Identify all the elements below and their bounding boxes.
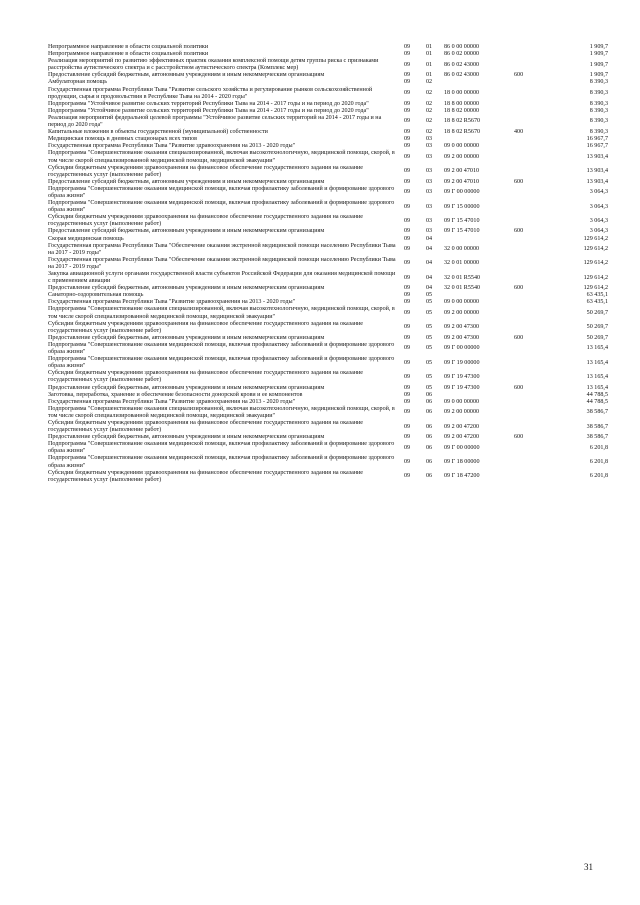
target-article-code: 09 2 00 47200 — [444, 434, 480, 441]
section-code: 09 — [404, 359, 411, 366]
amount: 38 586,7 — [586, 434, 608, 441]
section-code: 09 — [404, 299, 411, 306]
table-row — [48, 406, 608, 420]
amount: 13 903,4 — [586, 178, 608, 185]
amount: 8 390,3 — [589, 129, 608, 136]
amount: 38 586,7 — [586, 409, 608, 416]
table-row — [48, 236, 608, 243]
section-code: 09 — [404, 324, 411, 331]
expense-type-code — [512, 243, 542, 257]
expense-name: Государственная программа Республики Тыва "Развитие здравоохранения на 2013 - 2020 годы" — [48, 143, 296, 150]
expense-type-code — [512, 150, 542, 164]
target-article-code: 09 0 00 00000 — [444, 143, 480, 150]
amount: 1 909,7 — [589, 44, 608, 50]
subsection-code: 04 — [426, 246, 433, 253]
amount: 129 614,2 — [583, 274, 608, 281]
target-article-code: 09 2 00 00000 — [444, 153, 480, 160]
target-article-code: 09 Г 15 00000 — [444, 203, 480, 210]
section-code: 09 — [404, 292, 411, 299]
expense-name: Подпрограмма "Совершенствование оказания медицинской помощи, включая профилактику заболеваний и формирование здорового образа жизни" — [48, 455, 395, 469]
amount: 63 435,1 — [586, 292, 608, 299]
target-article-code: 18 8 00 00000 — [444, 100, 480, 107]
amount: 129 614,2 — [583, 260, 608, 267]
subsection-code: 03 — [426, 168, 433, 175]
amount: 129 614,2 — [583, 235, 608, 242]
expense-type-code — [512, 455, 542, 469]
subsection-code: 06 — [426, 473, 433, 480]
target-article-code: 09 Г 00 00000 — [444, 345, 480, 352]
expense-name: Заготовка, переработка, хранение и обеспечение безопасности донорской крови и ее компонентов — [48, 391, 303, 398]
expense-name: Подпрограмма "Устойчивое развитие сельских территорий Республики Тыва на 2014 - 2017 годы и на период до 2020 года" — [48, 107, 369, 114]
table-row — [48, 271, 608, 285]
section-code: 09 — [404, 274, 411, 281]
expense-type-code: 600 — [514, 72, 524, 79]
amount: 3 064,3 — [589, 203, 608, 210]
target-article-code — [442, 292, 512, 299]
target-article-code: 86 0 02 43000 — [444, 61, 480, 68]
table-row — [48, 108, 608, 115]
expense-type-code — [512, 321, 542, 335]
section-code: 09 — [404, 391, 411, 398]
target-article-code: 09 Г 19 47300 — [444, 373, 480, 380]
target-article-code: 09 Г 15 47010 — [444, 217, 480, 224]
target-article-code: 18 0 00 00000 — [444, 90, 480, 97]
subsection-code: 05 — [426, 310, 433, 317]
expense-type-code — [512, 165, 542, 179]
target-article-code: 18 8 02 R5670 — [444, 118, 481, 125]
target-article-code: 09 0 00 00000 — [444, 299, 480, 306]
expense-type-code — [512, 214, 542, 228]
target-article-code: 09 2 00 47200 — [444, 423, 480, 430]
section-code: 09 — [404, 100, 411, 107]
target-article-code: 09 Г 19 00000 — [444, 359, 480, 366]
amount: 38 586,7 — [586, 423, 608, 430]
section-code: 09 — [404, 107, 411, 114]
amount: 6 201,8 — [589, 444, 608, 451]
expense-type-code — [512, 136, 542, 143]
subsection-code: 02 — [426, 118, 433, 125]
expense-type-code — [512, 87, 542, 101]
expense-name: Предоставление субсидий бюджетным, автономным учреждениям и иным некоммерческим организациям — [48, 72, 325, 79]
section-code: 09 — [404, 235, 411, 242]
target-article-code — [442, 392, 512, 399]
expense-name: Субсидии бюджетным учреждениям здравоохранения на финансовое обеспечение государственного задания на оказание государственных услуг (выполнение работ) — [48, 370, 364, 384]
amount: 3 064,3 — [589, 217, 608, 224]
expense-type-code — [512, 186, 542, 200]
expense-name: Субсидии бюджетным учреждениям здравоохранения на финансовое обеспечение государственного задания на оказание государственных услуг (выполнение работ) — [48, 419, 364, 434]
target-article-code: 09 Г 00 00000 — [444, 189, 480, 196]
expense-name: Закупка авиационной услуги органами государственной власти субъектов Российской Федерации для оказания медицинской помощи с применением авиации — [48, 271, 396, 285]
target-article-code: 32 0 01 00000 — [444, 260, 480, 267]
amount: 8 390,3 — [589, 90, 608, 97]
subsection-code: 02 — [426, 90, 433, 97]
subsection-code: 04 — [426, 235, 433, 242]
subsection-code: 02 — [426, 129, 433, 136]
target-article-code: 32 0 00 00000 — [444, 246, 480, 253]
table-row — [48, 306, 608, 320]
amount: 13 903,4 — [586, 153, 608, 160]
subsection-code: 01 — [426, 44, 433, 50]
target-article-code: 09 2 00 47010 — [444, 168, 480, 175]
subsection-code: 05 — [426, 299, 433, 306]
expense-type-code — [512, 342, 542, 356]
expense-name: Подпрограмма "Совершенствование оказания медицинской помощи, включая профилактику заболеваний и формирование здорового образа жизни" — [48, 200, 395, 214]
expense-name: Непрограммное направление в области социальной политики — [48, 44, 209, 50]
expense-name: Реализация мероприятий федеральной целевой программы "Устойчивое развитие сельских территорий на 2014 - 2017 годы и на период до 2020 года" — [48, 114, 382, 129]
table-row — [48, 214, 608, 228]
section-code: 09 — [404, 285, 411, 292]
expense-name: Субсидии бюджетным учреждениям здравоохранения на финансовое обеспечение государственного задания на оказание государственных услуг (выполнение работ) — [48, 164, 364, 178]
section-code: 09 — [404, 458, 411, 465]
amount: 8 390,3 — [589, 79, 608, 86]
expense-type-code — [512, 143, 542, 150]
expense-type-code — [512, 399, 542, 406]
section-code: 09 — [404, 129, 411, 136]
amount: 16 967,7 — [586, 136, 608, 143]
expense-name: Подпрограмма "Совершенствование оказания медицинской помощи, включая профилактику заболеваний и формирование здорового образа жизни" — [48, 441, 395, 455]
expense-type-code: 600 — [514, 285, 524, 292]
target-article-code: 18 8 02 R5670 — [444, 129, 481, 136]
target-article-code: 09 Г 15 47010 — [444, 228, 480, 235]
subsection-code: 04 — [426, 274, 433, 281]
section-code: 09 — [404, 143, 411, 150]
expense-name: Предоставление субсидий бюджетным, автономным учреждениям и иным некоммерческим организациям — [48, 434, 325, 441]
expense-name: Подпрограмма "Совершенствование оказания медицинской помощи, включая профилактику заболеваний и формирование здорового образа жизни" — [48, 356, 395, 370]
table-row — [48, 179, 608, 186]
subsection-code: 03 — [426, 189, 433, 196]
expense-name: Амбулаторная помощь — [48, 79, 108, 86]
section-code: 09 — [404, 178, 411, 185]
subsection-code: 03 — [426, 136, 433, 143]
expense-type-code — [512, 420, 542, 434]
expense-type-code — [512, 292, 542, 299]
page-number: 31 — [584, 862, 593, 872]
amount: 3 064,3 — [589, 228, 608, 235]
target-article-code: 86 0 02 00000 — [444, 51, 480, 58]
expense-type-code: 600 — [514, 334, 524, 341]
expense-type-code — [512, 236, 542, 243]
section-code: 09 — [404, 79, 411, 86]
amount: 44 788,5 — [586, 398, 608, 405]
table-row — [48, 385, 608, 392]
amount: 13 903,4 — [586, 168, 608, 175]
expense-name: Государственная программа Республики Тыва "Обеспечение оказания экстренной медицинской помощи населению Республики Тыва на 2017 - 2019 годы" — [48, 242, 396, 256]
section-code: 09 — [404, 168, 411, 175]
amount: 44 788,5 — [586, 391, 608, 398]
amount: 63 435,1 — [586, 299, 608, 306]
expense-name: Капитальные вложения в объекты государственной (муниципальной) собственности — [48, 129, 268, 136]
subsection-code: 05 — [426, 292, 433, 299]
section-code: 09 — [404, 260, 411, 267]
expense-type-code — [512, 101, 542, 108]
subsection-code: 04 — [426, 260, 433, 267]
table-row — [48, 335, 608, 342]
amount: 8 390,3 — [589, 107, 608, 114]
expense-type-code — [512, 44, 542, 51]
section-code: 09 — [404, 345, 411, 352]
table-row — [48, 72, 608, 79]
expense-type-code — [512, 299, 542, 306]
section-code: 09 — [404, 44, 411, 50]
subsection-code: 03 — [426, 153, 433, 160]
target-article-code: 18 8 02 00000 — [444, 107, 480, 114]
expense-type-code — [512, 257, 542, 271]
section-code: 09 — [404, 61, 411, 68]
subsection-code: 01 — [426, 51, 433, 58]
amount: 13 165,4 — [586, 345, 608, 352]
expense-name: Государственная программа Республики Тыва "Развитие сельского хозяйства и регулирование рынков сельскохозяйственной продукции, сырья и продовольствия в Республике Тыва на 2014 - 2020 годы" — [48, 86, 373, 100]
expense-name: Государственная программа Республики Тыва "Обеспечение оказания экстренной медицинской помощи населению Республики Тыва на 2017 - 2019 годы" — [48, 256, 396, 270]
section-code: 09 — [404, 473, 411, 480]
section-code: 09 — [404, 118, 411, 125]
subsection-code: 02 — [426, 100, 433, 107]
expense-type-code — [512, 58, 542, 72]
expense-type-code — [512, 406, 542, 420]
table-row — [48, 129, 608, 136]
target-article-code: 09 Г 18 00000 — [444, 458, 480, 465]
expense-type-code — [512, 51, 542, 58]
target-article-code — [442, 136, 512, 143]
subsection-code: 01 — [426, 61, 433, 68]
subsection-code: 06 — [426, 409, 433, 416]
expense-name: Подпрограмма "Совершенствование оказания специализированной, включая высокотехнологичную, медицинской помощи, скорой, в том числе скорой специализированной медицинской помощи, медицинской эвакуации" — [48, 150, 395, 164]
target-article-code: 09 Г 00 00000 — [444, 444, 480, 451]
subsection-code: 06 — [426, 398, 433, 405]
expense-type-code — [512, 79, 542, 86]
table-row — [48, 342, 608, 356]
expense-name: Предоставление субсидий бюджетным, автономным учреждениям и иным некоммерческим организациям — [48, 285, 325, 292]
expense-type-code — [512, 441, 542, 455]
subsection-code: 03 — [426, 178, 433, 185]
expense-name: Реализация мероприятий по развитию эффективных практик оказания комплексной помощи детям группы риска с признаками расстройства аутистического спектра и с расстройством аутистического спектра (Комплекс мер) — [48, 58, 379, 72]
section-code: 09 — [404, 203, 411, 210]
subsection-code: 05 — [426, 324, 433, 331]
target-article-code: 32 0 01 R5540 — [444, 285, 481, 292]
subsection-code: 06 — [426, 444, 433, 451]
table-row — [48, 257, 608, 271]
table-row — [48, 399, 608, 406]
section-code: 09 — [404, 384, 411, 391]
section-code: 09 — [404, 153, 411, 160]
target-article-code: 86 0 02 43000 — [444, 72, 480, 79]
table-row — [48, 392, 608, 399]
amount: 3 064,3 — [589, 189, 608, 196]
budget-table-body — [48, 44, 608, 484]
table-row — [48, 470, 608, 484]
amount: 50 269,7 — [586, 324, 608, 331]
expense-type-code: 600 — [514, 228, 524, 235]
section-code: 09 — [404, 373, 411, 380]
target-article-code: 09 2 00 47300 — [444, 334, 480, 341]
subsection-code: 05 — [426, 359, 433, 366]
expense-type-code — [512, 392, 542, 399]
expense-type-code — [512, 200, 542, 214]
amount: 129 614,2 — [583, 246, 608, 253]
table-row — [48, 285, 608, 292]
section-code: 09 — [404, 72, 411, 79]
target-article-code: 32 0 01 R5540 — [444, 274, 481, 281]
amount: 6 201,8 — [589, 458, 608, 465]
amount: 129 614,2 — [583, 285, 608, 292]
table-row — [48, 79, 608, 86]
expense-name: Субсидии бюджетным учреждениям здравоохранения на финансовое обеспечение государственного задания на оказание государственных услуг (выполнение работ) — [48, 320, 364, 334]
expense-name: Подпрограмма "Устойчивое развитие сельских территорий Республики Тыва на 2014 - 2017 годы и на период до 2020 года" — [48, 100, 369, 107]
expense-name: Государственная программа Республики Тыва "Развитие здравоохранения на 2013 - 2020 годы" — [48, 398, 296, 405]
subsection-code: 03 — [426, 143, 433, 150]
table-row — [48, 441, 608, 455]
amount: 8 390,3 — [589, 118, 608, 125]
amount: 50 269,7 — [586, 334, 608, 341]
expense-name: Субсидии бюджетным учреждениям здравоохранения на финансовое обеспечение государственного задания на оказание государственных услуг (выполнение работ) — [48, 214, 364, 228]
subsection-code: 05 — [426, 345, 433, 352]
target-article-code: 09 2 00 00000 — [444, 310, 480, 317]
section-code: 09 — [404, 228, 411, 235]
table-row — [48, 200, 608, 214]
expense-name: Государственная программа Республики Тыва "Развитие здравоохранения на 2013 - 2020 годы" — [48, 299, 296, 306]
target-article-code: 09 2 00 47010 — [444, 178, 480, 185]
subsection-code: 05 — [426, 384, 433, 391]
section-code: 09 — [404, 51, 411, 58]
expense-type-code: 600 — [514, 178, 524, 185]
subsection-code: 05 — [426, 373, 433, 380]
amount: 1 909,7 — [589, 61, 608, 68]
expense-name: Подпрограмма "Совершенствование оказания медицинской помощи, включая профилактику заболеваний и формирование здорового образа жизни" — [48, 341, 395, 356]
expense-type-code — [512, 470, 542, 484]
subsection-code: 03 — [426, 217, 433, 224]
table-row — [48, 420, 608, 434]
target-article-code: 09 2 00 00000 — [444, 409, 480, 416]
expense-type-code — [512, 108, 542, 115]
expense-name: Предоставление субсидий бюджетным, автономным учреждениям и иным некоммерческим организациям — [48, 384, 325, 391]
target-article-code: 09 0 00 00000 — [444, 398, 480, 405]
table-row — [48, 455, 608, 469]
amount: 13 165,4 — [586, 373, 608, 380]
target-article-code — [442, 79, 512, 86]
expense-name: Предоставление субсидий бюджетным, автономным учреждениям и иным некоммерческим организациям — [48, 178, 325, 185]
amount: 6 201,8 — [589, 473, 608, 480]
budget-table — [48, 44, 608, 484]
amount: 1 909,7 — [589, 51, 608, 58]
subsection-code: 06 — [426, 434, 433, 441]
amount: 16 967,7 — [586, 143, 608, 150]
section-code: 09 — [404, 444, 411, 451]
expense-type-code — [512, 271, 542, 285]
section-code: 09 — [404, 334, 411, 341]
section-code: 09 — [404, 189, 411, 196]
table-row — [48, 228, 608, 235]
subsection-code: 02 — [426, 107, 433, 114]
table-row — [48, 186, 608, 200]
target-article-code — [442, 236, 512, 243]
section-code: 09 — [404, 310, 411, 317]
target-article-code: 09 Г 18 47200 — [444, 473, 480, 480]
section-code: 09 — [404, 90, 411, 97]
table-row — [48, 150, 608, 164]
expense-type-code — [512, 370, 542, 384]
subsection-code: 06 — [426, 423, 433, 430]
target-article-code: 09 2 00 47300 — [444, 324, 480, 331]
subsection-code: 04 — [426, 285, 433, 292]
amount: 50 269,7 — [586, 310, 608, 317]
subsection-code: 02 — [426, 79, 433, 86]
amount: 8 390,3 — [589, 100, 608, 107]
table-row — [48, 101, 608, 108]
expense-type-code: 600 — [514, 384, 524, 391]
expense-name: Подпрограмма "Совершенствование оказания специализированной, включая высокотехнологичную, медицинской помощи, скорой, в том числе скорой специализированной медицинской помощи, медицинской эвакуации" — [48, 405, 395, 419]
table-row — [48, 356, 608, 370]
expense-type-code — [512, 115, 542, 129]
section-code: 09 — [404, 434, 411, 441]
section-code: 09 — [404, 423, 411, 430]
section-code: 09 — [404, 136, 411, 143]
table-row — [48, 243, 608, 257]
expense-type-code — [512, 356, 542, 370]
expense-name: Субсидии бюджетным учреждениям здравоохранения на финансовое обеспечение государственного задания на оказание государственных услуг (выполнение работ) — [48, 469, 364, 483]
target-article-code: 86 0 00 00000 — [444, 44, 480, 50]
amount: 1 909,7 — [589, 72, 608, 79]
expense-name: Подпрограмма "Совершенствование оказания медицинской помощи, включая профилактику заболеваний и формирование здорового образа жизни" — [48, 185, 395, 199]
expense-name: Подпрограмма "Совершенствование оказания специализированной, включая высокотехнологичную, медицинской помощи, скорой, в том числе скорой специализированной медицинской помощи, медицинской эвакуации" — [48, 306, 395, 320]
expense-name: Медицинская помощь в дневных стационарах всех типов — [48, 136, 197, 143]
subsection-code: 01 — [426, 72, 433, 79]
subsection-code: 03 — [426, 203, 433, 210]
subsection-code: 05 — [426, 334, 433, 341]
amount: 13 165,4 — [586, 359, 608, 366]
expense-type-code — [512, 306, 542, 320]
expense-type-code: 400 — [514, 129, 524, 136]
expense-name: Санаторно-оздоровительная помощь — [48, 292, 144, 299]
table-row — [48, 58, 608, 72]
budget-document — [48, 44, 608, 484]
section-code: 09 — [404, 246, 411, 253]
table-row — [48, 87, 608, 101]
expense-name: Предоставление субсидий бюджетным, автономным учреждениям и иным некоммерческим организациям — [48, 334, 325, 341]
expense-name: Предоставление субсидий бюджетным, автономным учреждениям и иным некоммерческим организациям — [48, 228, 325, 235]
section-code: 09 — [404, 409, 411, 416]
section-code: 09 — [404, 398, 411, 405]
section-code: 09 — [404, 217, 411, 224]
expense-name: Непрограммное направление в области социальной политики — [48, 51, 209, 58]
table-row — [48, 370, 608, 384]
amount: 13 165,4 — [586, 384, 608, 391]
table-row — [48, 165, 608, 179]
target-article-code: 09 Г 19 47300 — [444, 384, 480, 391]
expense-name: Скорая медицинская помощь — [48, 235, 124, 242]
subsection-code: 06 — [426, 458, 433, 465]
subsection-code: 06 — [426, 391, 433, 398]
subsection-code: 03 — [426, 228, 433, 235]
table-row — [48, 115, 608, 129]
expense-type-code: 600 — [514, 434, 524, 441]
table-row — [48, 321, 608, 335]
